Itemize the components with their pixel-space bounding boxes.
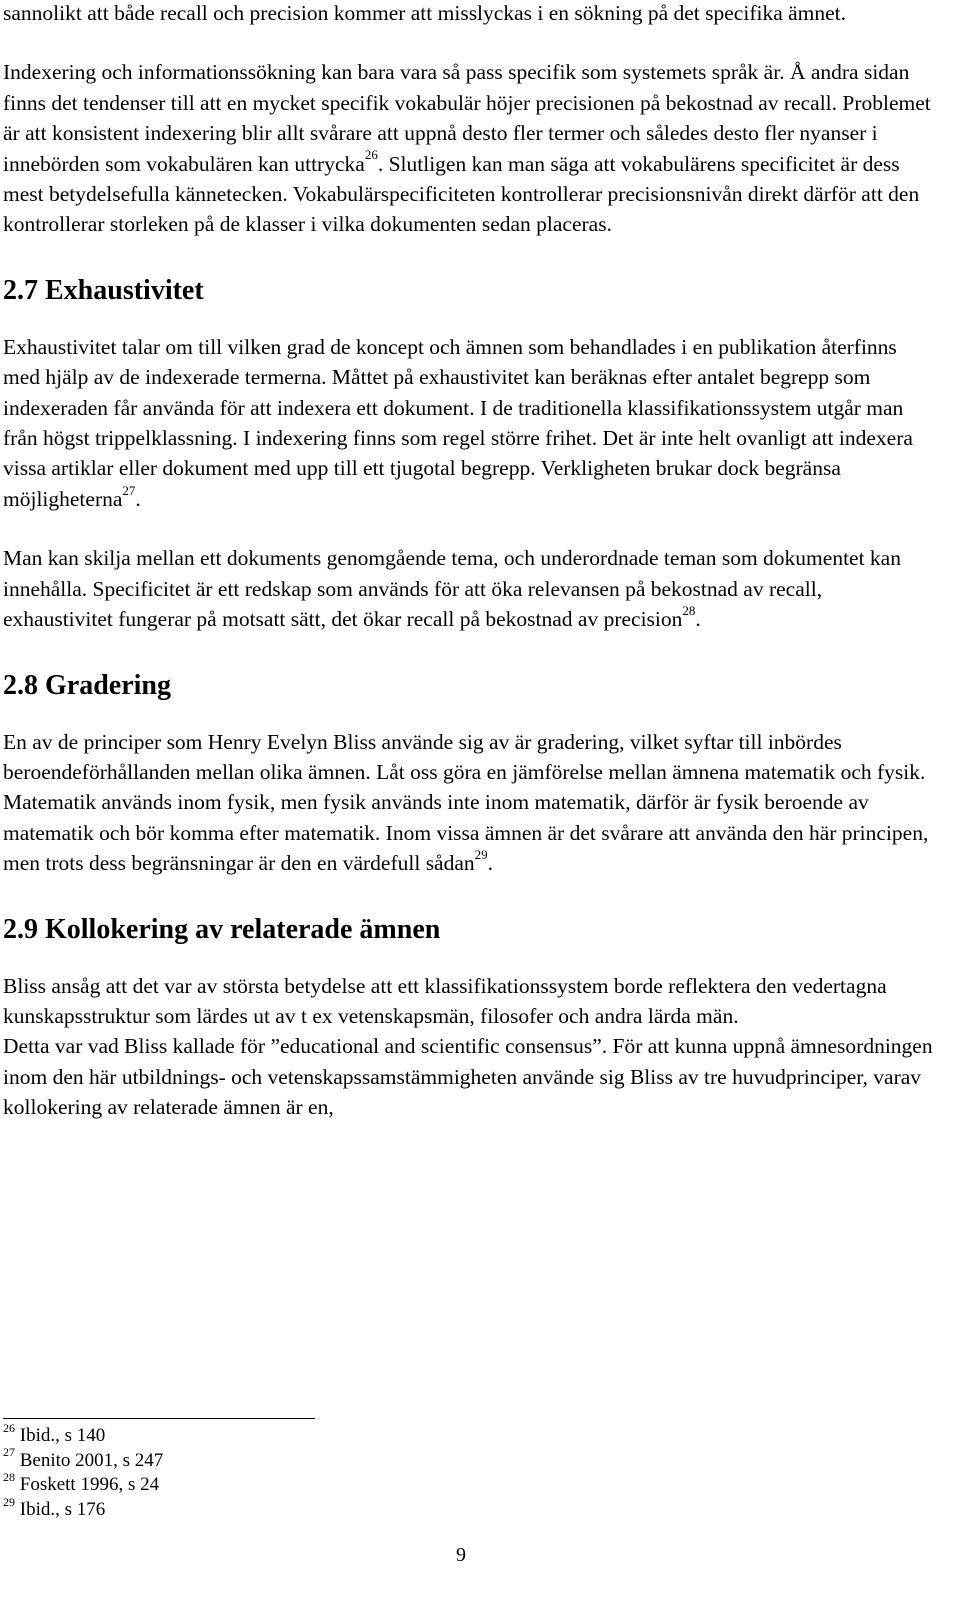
footnote (3, 1420, 163, 1449)
paragraph-text: sannolikt att både recall och precision kommer att misslyckas i en sökning på det specifika ämnet. (3, 1, 847, 25)
paragraph-text: Bliss ansåg att det var av största betydelse att ett klassifikationssystem borde reflektera den vedertagna kunskapsstruktur som lärdes ut av t ex vetenskapsmän, filosofer och andra lärda män. (3, 973, 887, 1028)
footnote-number: 26 (3, 1420, 15, 1435)
footnote-ref[interactable]: 29 (474, 846, 488, 862)
paragraph-text: . Slutligen kan man säga att vokabulärens specificitet är dess mest betydelsefulla kännetecken. Vokabulärspecificiteten kontrollerar precisionsnivån direkt därför att den kontrollerar storleken på de klasser i vilka dokumenten sedan placeras. (3, 151, 920, 237)
paragraph-text: Detta var vad Bliss kallade för ”educational and scientific consensus”. För att kunna uppnå ämnesordningen inom den här utbildnings- och vetenskapssamstämmigheten använde sig Bliss av tre huvudprinciper, varav kollokering av relaterade ämnen är en, (3, 1034, 933, 1120)
section-heading: 2.8 Gradering (3, 669, 171, 701)
paragraph (3, 543, 933, 634)
paragraph-text: . (695, 607, 701, 632)
paragraph (3, 971, 933, 1032)
footnote-ref[interactable]: 28 (682, 602, 696, 618)
footnote-ref[interactable]: 26 (364, 147, 378, 163)
paragraph (3, 0, 933, 28)
footnote (3, 1445, 164, 1474)
footnote-divider (3, 1418, 315, 1419)
footnote-text: Ibid., s 176 (19, 1499, 106, 1521)
paragraph-text: Indexering och informationssökning kan bara vara så pass specifik som systemets språk är. Å andra sidan finns det tendenser till att en mycket specifik vokabulär höjer precisionen på bekostnad av recall. Problemet är att konsistent indexering blir allt svårare att uppnå desto fler termer och således desto fler nyanser i innebörden som vokabulären kan uttrycka (3, 60, 931, 176)
footnote-text: Ibid., s 140 (19, 1425, 106, 1446)
paragraph-text: En av de principer som Henry Evelyn Bliss använde sig av är gradering, vilket syftar till inbördes beroendeförhållanden mellan olika ämnen. Låt oss göra en jämförelse mellan ämnena matematik och fysik. Matematik används inom fysik, men fysik används inte inom matematik, därför är fysik beroende av matematik och bör komma efter matematik. Inom vissa ämnen är det svårare att använda den här principen, men trots dess begränsningar är den en värdefull sådan (3, 729, 929, 876)
paragraph (3, 332, 933, 514)
paragraph-text: Man kan skilja mellan ett dokuments genomgående tema, och underordnade teman som dokumentet kan innehålla. Specificitet är ett redskap som används för att öka relevansen på bekostnad av recall, exhaustivitet fungerar på motsatt sätt, det ökar recall på bekostnad av precision (3, 546, 901, 632)
page-body (3, 0, 933, 1123)
paragraph (3, 727, 933, 879)
footnote-ref[interactable]: 27 (122, 482, 136, 498)
paragraph-text: . (487, 851, 494, 876)
footnote-text: Benito 2001, s 247 (19, 1449, 164, 1471)
paragraph (3, 1031, 933, 1122)
footnote-number: 29 (3, 1494, 15, 1509)
page-number: 9 (456, 1544, 466, 1566)
footnote (3, 1470, 163, 1498)
paragraph (3, 57, 933, 239)
footnote-text: Foskett 1996, s 24 (19, 1474, 160, 1496)
footnote (3, 1494, 163, 1523)
section-heading: 2.9 Kollokering av relaterade ämnen (3, 913, 441, 945)
section-heading: 2.7 Exhaustivitet (3, 274, 204, 306)
footnote-number: 28 (3, 1470, 15, 1485)
paragraph-text: . (135, 486, 141, 511)
footnote-number: 27 (3, 1445, 15, 1460)
paragraph-text: Exhaustivitet talar om till vilken grad de koncept och ämnen som behandlades i en publikation återfinns med hjälp av de indexerade termerna. Måttet på exhaustivitet kan beräknas efter antalet begrepp som indexeraden får använda för att indexera ett dokument. I de traditionella klassifikationssystem utgår man från högst trippelklassning. I indexering finns som regel större frihet. Det är inte helt ovanligt att indexera vissa artiklar eller dokument med upp till ett tjugotal begrepp. Verkligheten brukar dock begränsa möjligheterna (3, 334, 913, 511)
footnotes (3, 1420, 164, 1523)
